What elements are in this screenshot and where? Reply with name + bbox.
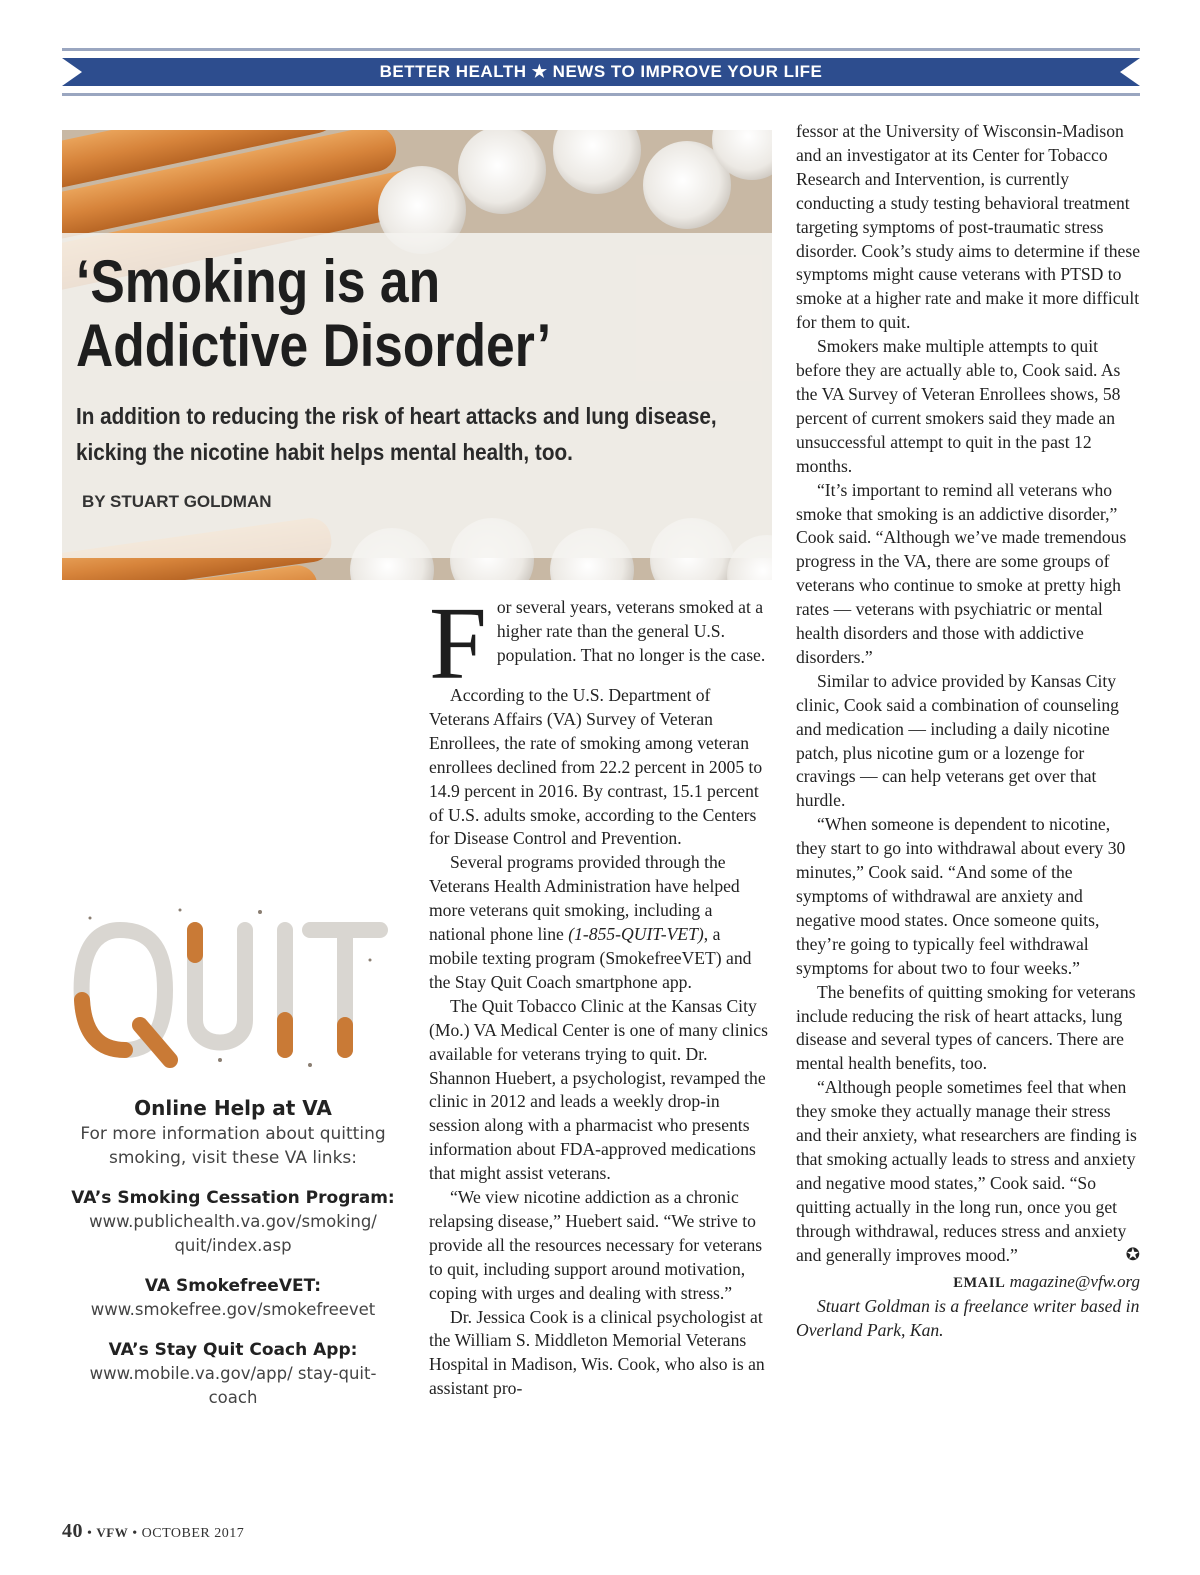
author-bio: Stuart Goldman is a freelance writer based in Overland Park, Kan.	[796, 1296, 1140, 1341]
issue-date: OCTOBER 2017	[141, 1526, 245, 1541]
phone-number: (1-855-QUIT-VET)	[568, 924, 704, 945]
link-url[interactable]: www.publichealth.va.gov/smoking/ quit/index.asp	[89, 1212, 377, 1255]
email-line	[796, 1270, 1140, 1296]
banner-label: BETTER HEALTH ★ NEWS TO IMPROVE YOUR LIFE	[379, 62, 823, 81]
quit-cigarette-letters-icon	[70, 900, 390, 1075]
sidebar-title: Online Help at VA	[134, 1096, 332, 1120]
link-title: VA’s Stay Quit Coach App:	[108, 1340, 358, 1360]
paragraph: Several programs provided through the Veterans Health Administration have helped more veterans quit smoking, including a national phone line (1-855-QUIT-VET), a mobile texting program (SmokefreeVET) and the Stay Quit Coach smartphone app.	[429, 852, 752, 992]
footer-separator: •	[132, 1526, 138, 1541]
paragraph: “We view nicotine addiction as a chronic relapsing disease,” Huebert said. “We strive to provide all the resources necessary for veterans to quit, including support around motivation, coping with urges and dealing with stress.”	[429, 1187, 763, 1303]
article-column-1	[429, 596, 771, 1401]
banner-bottom-rule	[62, 93, 1140, 96]
hero-image	[62, 130, 772, 580]
sidebar-intro: For more information about quitting smoking, visit these VA links:	[80, 1124, 386, 1168]
paragraph: According to the U.S. Department of Veterans Affairs (VA) Survey of Veteran Enrollees, the rate of smoking among veteran enrollees declined from 22.2 percent in 2005 to 14.9 percent in 2016. By contrast, 15.1 percent of U.S. adults smoke, according to the Centers for Disease Control and Prevention.	[429, 685, 763, 849]
link-title: VA’s Smoking Cessation Program:	[71, 1188, 395, 1208]
sidebar-box	[70, 1096, 396, 1426]
end-mark-icon: ✪	[1125, 1244, 1140, 1265]
footer-separator: •	[87, 1526, 93, 1541]
sidebar-link-smokefreevet	[70, 1274, 396, 1322]
email-address[interactable]: magazine@vfw.org	[1009, 1271, 1140, 1291]
lead-paragraph	[429, 596, 771, 684]
paragraph: “When someone is dependent to nicotine, they start to go into withdrawal about every 30 minutes,” Cook said. “And some of the symptoms of withdrawal are anxiety and negative mood states. Once someone quits, they’re going to typically feel withdrawal symptoms for about two to four weeks.”	[796, 814, 1126, 978]
byline: BY STUART GOLDMAN	[82, 492, 272, 511]
sidebar-link-cessation	[70, 1186, 396, 1258]
link-url[interactable]: www.mobile.va.gov/app/ stay-quit-coach	[89, 1364, 377, 1407]
lead-text: or several years, veterans smoked at a higher rate than the general U.S. population. That no longer is the case.	[496, 597, 766, 665]
article-subtitle: In addition to reducing the risk of heart attacks and lung disease, kicking the nicotine habit helps mental health, too.	[76, 403, 717, 465]
paragraph: Smokers make multiple attempts to quit before they are actually able to, Cook said. As the VA Survey of Veteran Enrollees shows, 58 percent of current smokers said they made an unsuccessful attempt to quit in the past 12 months.	[796, 336, 1121, 476]
page-number: 40	[62, 1520, 83, 1542]
sidebar-link-stay-quit-coach	[70, 1338, 396, 1410]
paragraph: The Quit Tobacco Clinic at the Kansas City (Mo.) VA Medical Center is one of many clinics available for veterans trying to quit. Dr. Shannon Huebert, a psychologist, revamped the clinic in 2012 and leads a weekly drop-in session along with a pharmacist who presents information about FDA-approved medications that might assist veterans.	[429, 995, 768, 1184]
article-title: ‘Smoking is an Addictive Disorder’	[76, 248, 552, 379]
banner-top-rule	[62, 48, 1140, 51]
article-column-2	[796, 120, 1140, 1343]
link-title: VA SmokefreeVET:	[144, 1276, 322, 1296]
drop-cap: F	[429, 596, 487, 684]
paragraph: Similar to advice provided by Kansas City clinic, Cook said a combination of counseling and medication — including a daily nicotine patch, plus nicotine gum or a lozenge for cravings — can help veterans get over that hurdle.	[796, 670, 1119, 811]
magazine-name: VFW	[96, 1525, 129, 1540]
page-footer	[62, 1520, 244, 1543]
section-banner	[62, 48, 1140, 96]
paragraph: fessor at the University of Wisconsin-Madison and an investigator at its Center for Tobacco Research and Intervention, is currently conducting a study testing behavioral treatment targeting symptoms of post-traumatic stress disorder. Cook’s study aims to determine if these symptoms might cause veterans with PTSD to smoke at a higher rate and make it more difficult for them to quit.	[796, 121, 1141, 333]
paragraph: The benefits of quitting smoking for veterans include reducing the risk of heart attacks, lung disease and several types of cancers. There are mental health benefits, too.	[796, 981, 1136, 1074]
link-url[interactable]: www.smokefree.gov/smokefreevet	[90, 1300, 376, 1319]
paragraph: “It’s important to remind all veterans who smoke that smoking is an addictive disorder,” Cook said. “Although we’ve made tremendous progress in the VA, there are some groups of veterans who continue to smoke at pretty high rates — veterans with psychiatric or mental health disorders and those with addictive disorders.”	[796, 479, 1127, 667]
paragraph: “Although people sometimes feel that when they smoke they actually manage their stress and their anxiety, what researchers are finding is that smoking actually leads to stress and anxiety and negative mood states,” Cook said. “So quitting actually in the long run, once you get through withdrawal, reduces stress and anxiety and generally improves mood.” ✪	[796, 1076, 1140, 1267]
email-label: EMAIL	[953, 1274, 1006, 1291]
paragraph: Dr. Jessica Cook is a clinical psychologist at the William S. Middleton Memorial Veterans Hospital in Madison, Wis. Cook, who also is an assistant pro-	[429, 1306, 765, 1399]
